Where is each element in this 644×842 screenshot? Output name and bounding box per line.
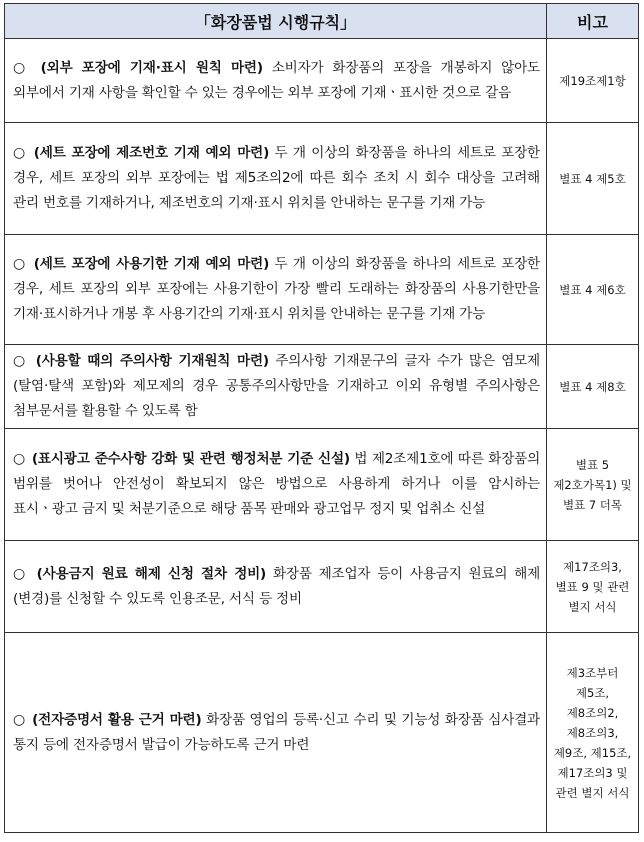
row-note-text: 제19조제1항 xyxy=(559,73,626,88)
row-body: 법 제2조제1호에 따른 화장품의 범위를 벗어나 안전성이 확보되지 않은 방법으로 사용하게 하거나 이를 암시하는 표시ㆍ광고 금지 및 처분기준으로 해당 품목 판매와 광고업무 정지 및 업취소 신설 xyxy=(13,451,540,517)
table-row xyxy=(5,235,639,345)
row-heading: (사용할 때의 주의사항 기재원칙 마련) xyxy=(35,353,269,369)
bullet: ○ xyxy=(13,565,28,582)
row-content xyxy=(5,541,547,633)
row-heading: (외부 포장에 기재·표시 원칙 마련) xyxy=(40,59,263,76)
row-heading: (표시광고 준수사항 강화 및 관련 행정처분 기준 신설) xyxy=(31,451,350,467)
header-title: 「화장품법 시행규칙」 xyxy=(5,4,547,39)
row-heading: (세트 포장에 사용기한 기재 예외 마련) xyxy=(33,256,270,272)
row-note-text: 별표 4 제5호 xyxy=(559,171,626,186)
row-content xyxy=(5,429,547,541)
regulation-table xyxy=(4,3,639,833)
row-note-text: 제3조부터 제5조, 제8조의2, 제8조의3, 제9조, 제15조, 제17조의3 및 관련 별지 서식 xyxy=(553,665,632,800)
bullet: ○ xyxy=(13,451,26,467)
row-note xyxy=(547,633,639,833)
row-note xyxy=(547,39,639,123)
header-note: 비고 xyxy=(547,4,639,39)
row-note xyxy=(547,541,639,633)
table-header-row xyxy=(5,4,639,39)
row-body: 소비자가 화장품의 포장을 개봉하지 않아도 외부에서 기재 사항을 확인할 수 있는 경우에는 외부 포장에 기재ㆍ표시한 것으로 갈음 xyxy=(13,59,540,101)
table-row xyxy=(5,633,639,833)
row-content xyxy=(5,123,547,235)
bullet: ○ xyxy=(13,711,26,728)
row-note xyxy=(547,235,639,345)
row-note xyxy=(547,345,639,429)
bullet: ○ xyxy=(13,59,30,76)
row-content xyxy=(5,633,547,833)
row-note xyxy=(547,429,639,541)
bullet: ○ xyxy=(13,353,28,369)
row-note-text: 별표 4 제6호 xyxy=(559,282,626,297)
row-heading: (세트 포장에 제조번호 기재 예외 마련) xyxy=(33,145,270,161)
row-note-text: 제17조의3, 별표 9 및 관련 별지 서식 xyxy=(555,559,630,614)
row-body: 화장품 영업의 등록·신고 수리 및 기능성 화장품 심사결과 통지 등에 전자증명서 발급이 가능하도록 근거 마련 xyxy=(13,711,540,753)
table-row xyxy=(5,541,639,633)
table-row xyxy=(5,39,639,123)
row-content xyxy=(5,235,547,345)
row-content xyxy=(5,345,547,429)
table-row xyxy=(5,345,639,429)
row-note xyxy=(547,123,639,235)
row-heading: (사용금지 원료 해제 신청 절차 정비) xyxy=(36,565,267,582)
table-row xyxy=(5,123,639,235)
row-content xyxy=(5,39,547,123)
row-note-text: 별표 5 제2호가목1) 및 별표 7 더목 xyxy=(553,457,632,512)
row-note-text: 별표 4 제8호 xyxy=(559,379,626,394)
row-body: 두 개 이상의 화장품을 하나의 세트로 포장한 경우, 세트 포장의 외부 포장에는 법 제5조의2에 따른 회수 조치 시 회수 대상을 고려해 관리 번호를 기재하거나, 제조번호의 기재·표시 위치를 안내하는 문구를 기재 가능 xyxy=(13,145,540,211)
row-body: 주의사항 기재문구의 글자 수가 많은 염모제(탈염·탈색 포함)와 제모제의 경우 공통주의사항만을 기재하고 이외 유형별 주의사항은 첨부문서를 활용할 수 있도록 함 xyxy=(13,353,540,419)
table-row xyxy=(5,429,639,541)
row-body: 두 개 이상의 화장품을 하나의 세트로 포장한 경우, 세트 포장의 외부 포장에는 사용기한이 가장 빨리 도래하는 화장품의 사용기한만을 기재·표시하거나 개봉 후 사용기간의 기재·표시 위치를 안내하는 문구를 기재 가능 xyxy=(13,256,540,322)
row-body: 화장품 제조업자 등이 사용금지 원료의 해제(변경)를 신청할 수 있도록 인용조문, 서식 등 정비 xyxy=(13,565,541,607)
bullet: ○ xyxy=(13,256,27,272)
row-heading: (전자증명서 활용 근거 마련) xyxy=(32,711,202,728)
bullet: ○ xyxy=(13,145,27,161)
